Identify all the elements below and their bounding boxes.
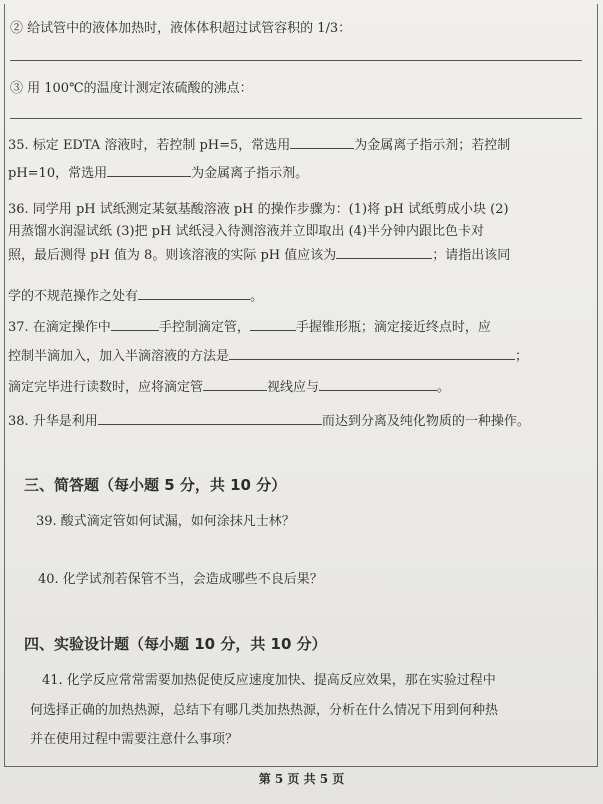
q37-blank-3[interactable]	[229, 346, 515, 360]
q37-text-c: 手握锥形瓶；滴定接近终点时，应	[295, 320, 491, 335]
question-38-line	[8, 411, 530, 431]
q37-text-a: 37. 在滴定操作中	[8, 320, 111, 335]
question-41-line-2: 何选择正确的加热热源，总结下有哪几类加热热源，分析在什么情况下用到何种热	[30, 703, 499, 718]
item-3: ③ 用 100℃的温度计测定浓硫酸的沸点：	[10, 81, 253, 96]
q35-blank-1[interactable]	[290, 135, 354, 149]
q36-blank-2[interactable]	[138, 286, 250, 300]
item-2: ② 给试管中的液体加热时，液体体积超过试管容积的 1/3：	[10, 21, 352, 36]
question-36-line-4	[8, 286, 263, 306]
answer-line-item-2	[10, 60, 582, 61]
section-3-title: 三、简答题（每小题 5 分，共 10 分）	[24, 476, 287, 494]
question-37-line-3	[8, 377, 450, 397]
question-37-line-2	[8, 346, 528, 366]
q37-blank-5[interactable]	[319, 377, 437, 391]
q35-text-d: 为金属离子指示剂。	[191, 166, 309, 181]
q37-text-f: 滴定完毕进行读数时，应将滴定管	[8, 380, 204, 395]
q36-text-l4b: 。	[250, 289, 264, 304]
answer-line-item-3	[10, 118, 582, 119]
q36-text-l4a: 学的不规范操作之处有	[8, 289, 139, 304]
q37-text-e: ；	[515, 349, 529, 364]
q38-text-b: 而达到分离及纯化物质的一种操作。	[321, 414, 530, 429]
q35-blank-2[interactable]	[107, 163, 191, 177]
q37-text-g: 视线应与	[267, 380, 320, 395]
q37-text-h: 。	[437, 380, 451, 395]
question-41-line-1: 41. 化学反应常常需要加热促使反应速度加快、提高反应效果，那在实验过程中	[42, 673, 496, 688]
page-footer: 第 5 页 共 5 页	[258, 772, 345, 786]
q37-blank-4[interactable]	[203, 377, 267, 391]
question-36-line-1: 36. 同学用 pH 试纸测定某氨基酸溶液 pH 的操作步骤为：(1)将 pH 试纸剪成小块 (2)	[8, 202, 509, 217]
question-39: 39. 酸式滴定管如何试漏，如何涂抹凡士林？	[36, 514, 295, 529]
q37-blank-1[interactable]	[111, 317, 159, 331]
q36-text-l3b: ；请指出该同	[432, 248, 511, 263]
question-36-line-3	[8, 245, 510, 265]
question-35-line-2	[8, 163, 308, 183]
q36-blank-1[interactable]	[336, 245, 432, 259]
question-41-line-3: 并在使用过程中需要注意什么事项？	[30, 732, 239, 747]
q35-text-b: 为金属离子指示剂；若控制	[354, 138, 511, 153]
q38-blank[interactable]	[98, 411, 322, 425]
q36-text-l3a: 照，最后测得 pH 值为 8。则该溶液的实际 pH 值应该为	[8, 248, 337, 263]
q35-text-a: 35. 标定 EDTA 溶液时，若控制 pH=5，常选用	[8, 138, 291, 153]
q35-text-c: pH=10，常选用	[8, 166, 108, 181]
q37-text-b: 手控制滴定管，	[158, 320, 250, 335]
section-4-title: 四、实验设计题（每小题 10 分，共 10 分）	[24, 635, 327, 653]
question-35-line-1	[8, 135, 510, 155]
q37-blank-2[interactable]	[250, 317, 296, 331]
q38-text-a: 38. 升华是利用	[8, 414, 98, 429]
question-40: 40. 化学试剂若保管不当，会造成哪些不良后果？	[38, 572, 323, 587]
q37-text-d: 控制半滴加入，加入半滴溶液的方法是	[8, 349, 230, 364]
question-36-line-2: 用蒸馏水润湿试纸 (3)把 pH 试纸浸入待测溶液并立即取出 (4)半分钟内跟比色卡对	[8, 224, 485, 239]
question-37-line-1	[8, 317, 491, 337]
